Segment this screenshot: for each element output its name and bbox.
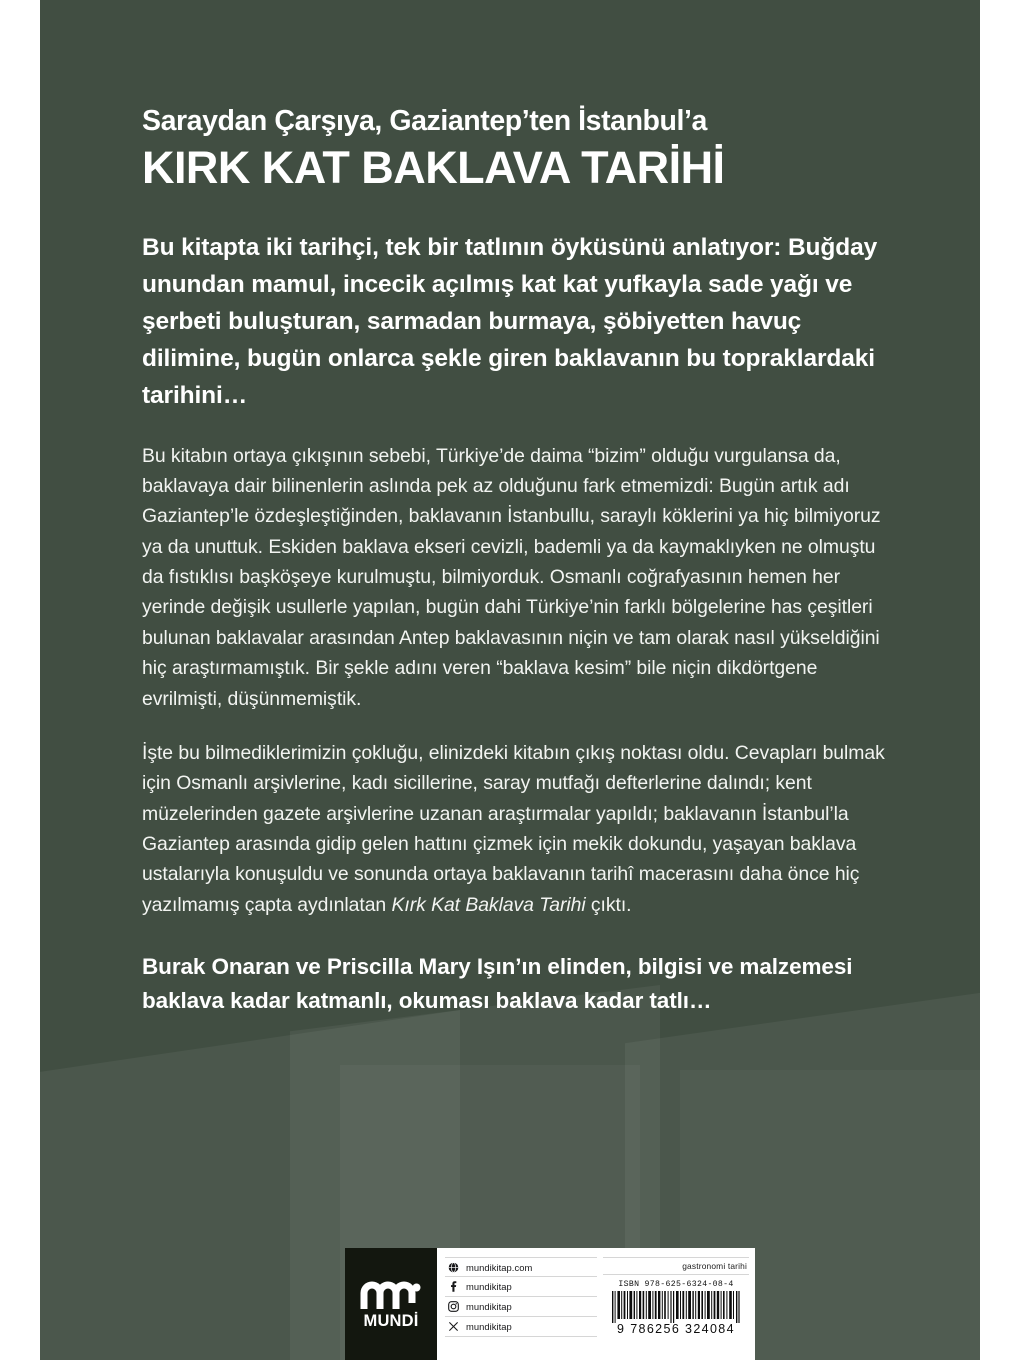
social-link-instagram[interactable] [445,1297,597,1317]
blurb-paragraph-2-post: çıktı. [585,893,632,916]
blurb-paragraph-2-pre: İşte bu bilmediklerimizin çokluğu, elinizdeki kitabın çıkış noktası oldu. Cevapları bulmak için Osmanlı arşivlerine, kadı sicillerine, saray mutfağı defterlerine dalındı; kent müzelerinden gazete arşivlerine uzanan araştırmalar yapıldı; baklavanın İstanbul’la Gaziantep arasında gidip gelen hattını çizmek için mekik dokundu, yaşayan baklava ustalarıyla konuşuldu ve sonunda ortaya baklavanın tarihî macerasını daha önce hiç yazılmamış çapta aydınlatan [142,741,885,916]
barcode-bars-graphic [611,1291,741,1323]
blurb-lede: Bu kitapta iki tarihçi, tek bir tatlının öyküsünü anlatıyor: Buğday unundan mamul, incecik açılmış kat kat yufkayla sade yağı ve şerbeti buluşturan, sarmadan burmaya, şöbiyetten havuç dilimine, bugün onlarca şekle giren baklavanın bu topraklardaki tarihini… [142,233,878,410]
social-link-website-label: mundikitap.com [466,1261,533,1273]
social-link-facebook-label: mundikitap [466,1281,512,1292]
cover-panel [40,0,980,1360]
facebook-icon [447,1281,459,1293]
globe-icon [447,1261,459,1273]
publisher-logo-box [345,1248,437,1360]
x-twitter-icon [447,1321,459,1333]
book-title-italic-mention: Kırk Kat Baklava Tarihi [391,893,586,916]
cover-text-block [142,0,902,1018]
social-link-x-label: mundikitap [466,1321,512,1332]
social-link-website[interactable] [445,1257,597,1277]
barcode-number: 9 786256 324084 [617,1322,735,1336]
authors-closing-line: Burak Onaran ve Priscilla Mary Işın’ın elinden, bilgisi ve malzemesi baklava kadar katmanlı, okuması baklava kadar tatlı… [142,954,853,1014]
blurb-paragraph-1: Bu kitabın ortaya çıkışının sebebi, Türkiye’de daima “bizim” olduğu vurgulansa da, baklavaya dair bilinenlerin aslında pek az olduğunu fark etmemizdi: Bugün artık adı Gaziantep’le özdeşleştiğinden, baklavanın İstanbullu, saraylı köklerini ya hiç bilmiyoruz ya da unuttuk. Eskiden baklava ekseri cevizli, bademli ya da kaymaklıyken ne olmuştu da fıstıklısı başköşeye kurulmuştu, bilmiyorduk. Osmanlı coğrafyasının hemen her yerinde değişik usullerle yapılan, bugün dahi Türkiye’nin farklı bölgelerine has çeşitleri bulunan baklavalar arasından Antep baklavasının niçin ve tam olarak nasıl yükseldiğini hiç araştırmamıştık. Bir şekle adını veren “baklava kesim” bile niçin dikdörtgene evrilmişti, düşünmemiştik. [142,444,881,710]
footer-right-panel [437,1248,755,1360]
book-category-label: gastronomi tarihi [603,1257,749,1275]
publisher-footer [345,1248,755,1360]
barcode-block [597,1254,749,1356]
blurb-paragraph-2 [142,738,894,920]
social-links-list [445,1254,597,1356]
isbn-label: ISBN 978-625-6324-08-4 [618,1280,734,1289]
social-link-x[interactable] [445,1317,597,1337]
publisher-name: MUNDİ [363,1312,419,1330]
mundi-wave-logo-icon [360,1281,422,1311]
social-link-instagram-label: mundikitap [466,1301,512,1312]
social-link-facebook[interactable] [445,1277,597,1297]
instagram-icon [447,1301,459,1313]
book-title: KIRK KAT BAKLAVA TARİHİ [142,141,725,193]
subtitle-kicker: Saraydan Çarşıya, Gaziantep’ten İstanbul’a [142,105,707,137]
